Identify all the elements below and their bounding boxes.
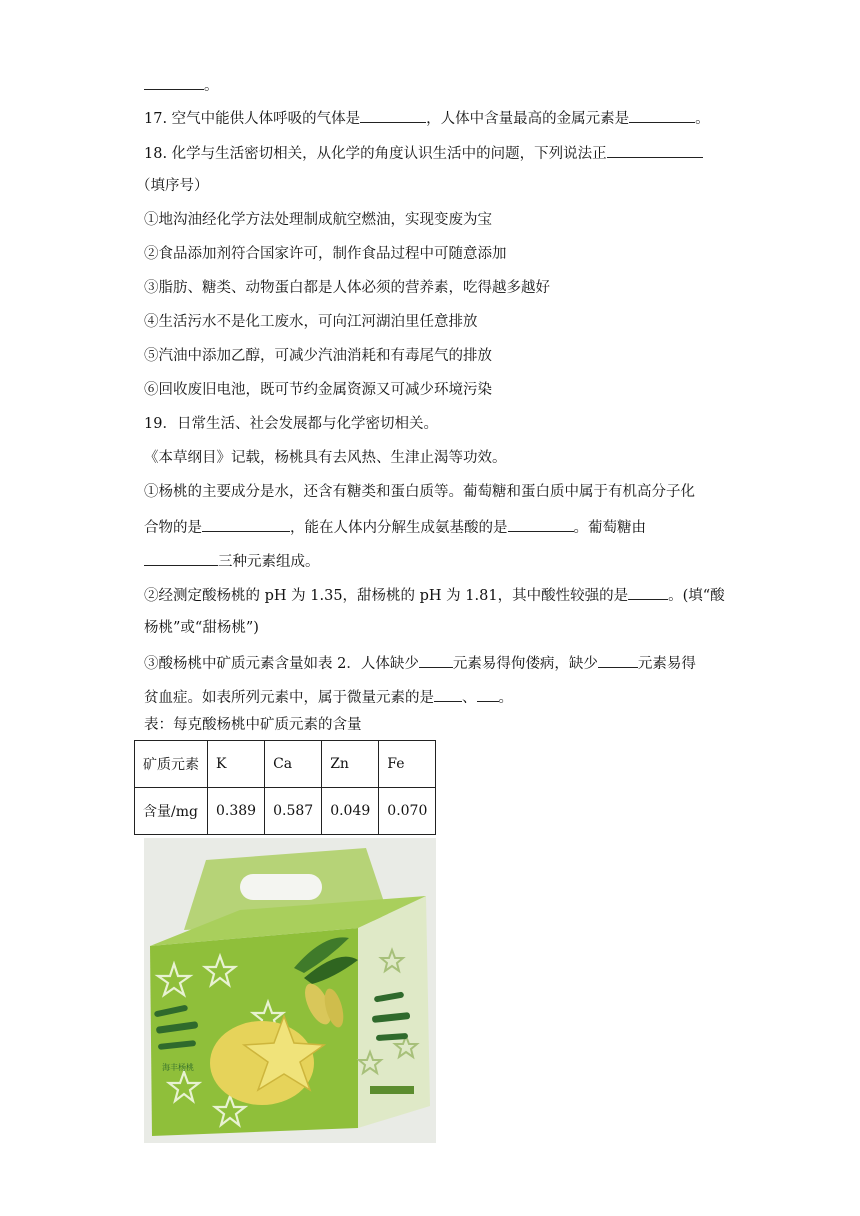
- question-17: 17. 空气中能供人体呼吸的气体是 ，人体中含量最高的金属元素是 。: [144, 107, 710, 129]
- question-19-part1-line3: 三种元素组成。: [144, 550, 320, 572]
- table-cell: Zn: [322, 741, 379, 788]
- answer-blank[interactable]: [202, 516, 290, 532]
- question-18-stem: 18. 化学与生活密切相关，从化学的角度认识生活中的问题，下列说法正: [144, 142, 703, 164]
- question-18-option: ④生活污水不是化工废水，可向江河湖泊里任意排放: [144, 314, 478, 330]
- table-cell: 含量/mg: [135, 788, 208, 835]
- answer-blank[interactable]: [144, 550, 218, 566]
- answer-blank[interactable]: [508, 516, 574, 532]
- answer-blank[interactable]: [628, 584, 668, 600]
- question-19-part1-line2: 合物的是 ，能在人体内分解生成氨基酸的是 。葡萄糖由: [144, 516, 646, 538]
- answer-blank[interactable]: [477, 686, 499, 702]
- starfruit-gift-box-photo: [144, 838, 436, 1143]
- table-cell: Fe: [379, 741, 436, 788]
- table-cell: 0.049: [322, 788, 379, 835]
- question-19-intro: 《本草纲目》记载，杨桃具有去风热、生津止渴等功效。: [144, 450, 507, 466]
- question-19-part2-line2: 杨桃”或“甜杨桃”): [144, 620, 259, 636]
- answer-blank[interactable]: [629, 107, 695, 123]
- table-cell: 矿质元素: [135, 741, 208, 788]
- answer-blank[interactable]: [360, 107, 426, 123]
- q16-answer-tail: 。: [144, 74, 219, 96]
- table-caption: 表：每克酸杨桃中矿质元素的含量: [144, 717, 362, 733]
- table-cell: Ca: [265, 741, 322, 788]
- table-cell: K: [208, 741, 265, 788]
- mineral-content-table: [134, 740, 436, 835]
- question-19-part3-line2: 贫血症。如表所列元素中，属于微量元素的是 、 。: [144, 686, 513, 708]
- question-18-option: ①地沟油经化学方法处理制成航空燃油，实现变废为宝: [144, 212, 492, 228]
- table-row: [135, 788, 436, 835]
- question-19-part1-line1: ①杨桃的主要成分是水，还含有糖类和蛋白质等。葡萄糖和蛋白质中属于有机高分子化: [144, 484, 695, 500]
- question-19-part3-line1: ③酸杨桃中矿质元素含量如表 2．人体缺少 元素易得佝偻病，缺少 元素易得: [144, 652, 696, 674]
- box-logo-text: 海丰杨桃: [162, 1063, 194, 1072]
- answer-blank[interactable]: [144, 74, 204, 90]
- question-18-option: ③脂肪、糖类、动物蛋白都是人体必须的营养素，吃得越多越好: [144, 280, 550, 296]
- table-cell: 0.389: [208, 788, 265, 835]
- question-18-option: ②食品添加剂符合国家许可，制作食品过程中可随意添加: [144, 246, 507, 262]
- answer-blank[interactable]: [419, 652, 453, 668]
- question-19-stem: 19．日常生活、社会发展都与化学密切相关。: [144, 416, 438, 432]
- table-cell: 0.070: [379, 788, 436, 835]
- table-header-row: [135, 741, 436, 788]
- table-cell: 0.587: [265, 788, 322, 835]
- answer-blank[interactable]: [434, 686, 462, 702]
- question-18-option: ⑥回收废旧电池，既可节约金属资源又可减少环境污染: [144, 382, 492, 398]
- question-18-option: ⑤汽油中添加乙醇，可减少汽油消耗和有毒尾气的排放: [144, 348, 492, 364]
- answer-blank[interactable]: [607, 142, 703, 158]
- answer-blank[interactable]: [598, 652, 638, 668]
- question-19-part2-line1: ②经测定酸杨桃的 pH 为 1.35，甜杨桃的 pH 为 1.81，其中酸性较强的是 。(填“酸: [144, 584, 725, 606]
- question-18-hint: （填序号）: [136, 178, 209, 194]
